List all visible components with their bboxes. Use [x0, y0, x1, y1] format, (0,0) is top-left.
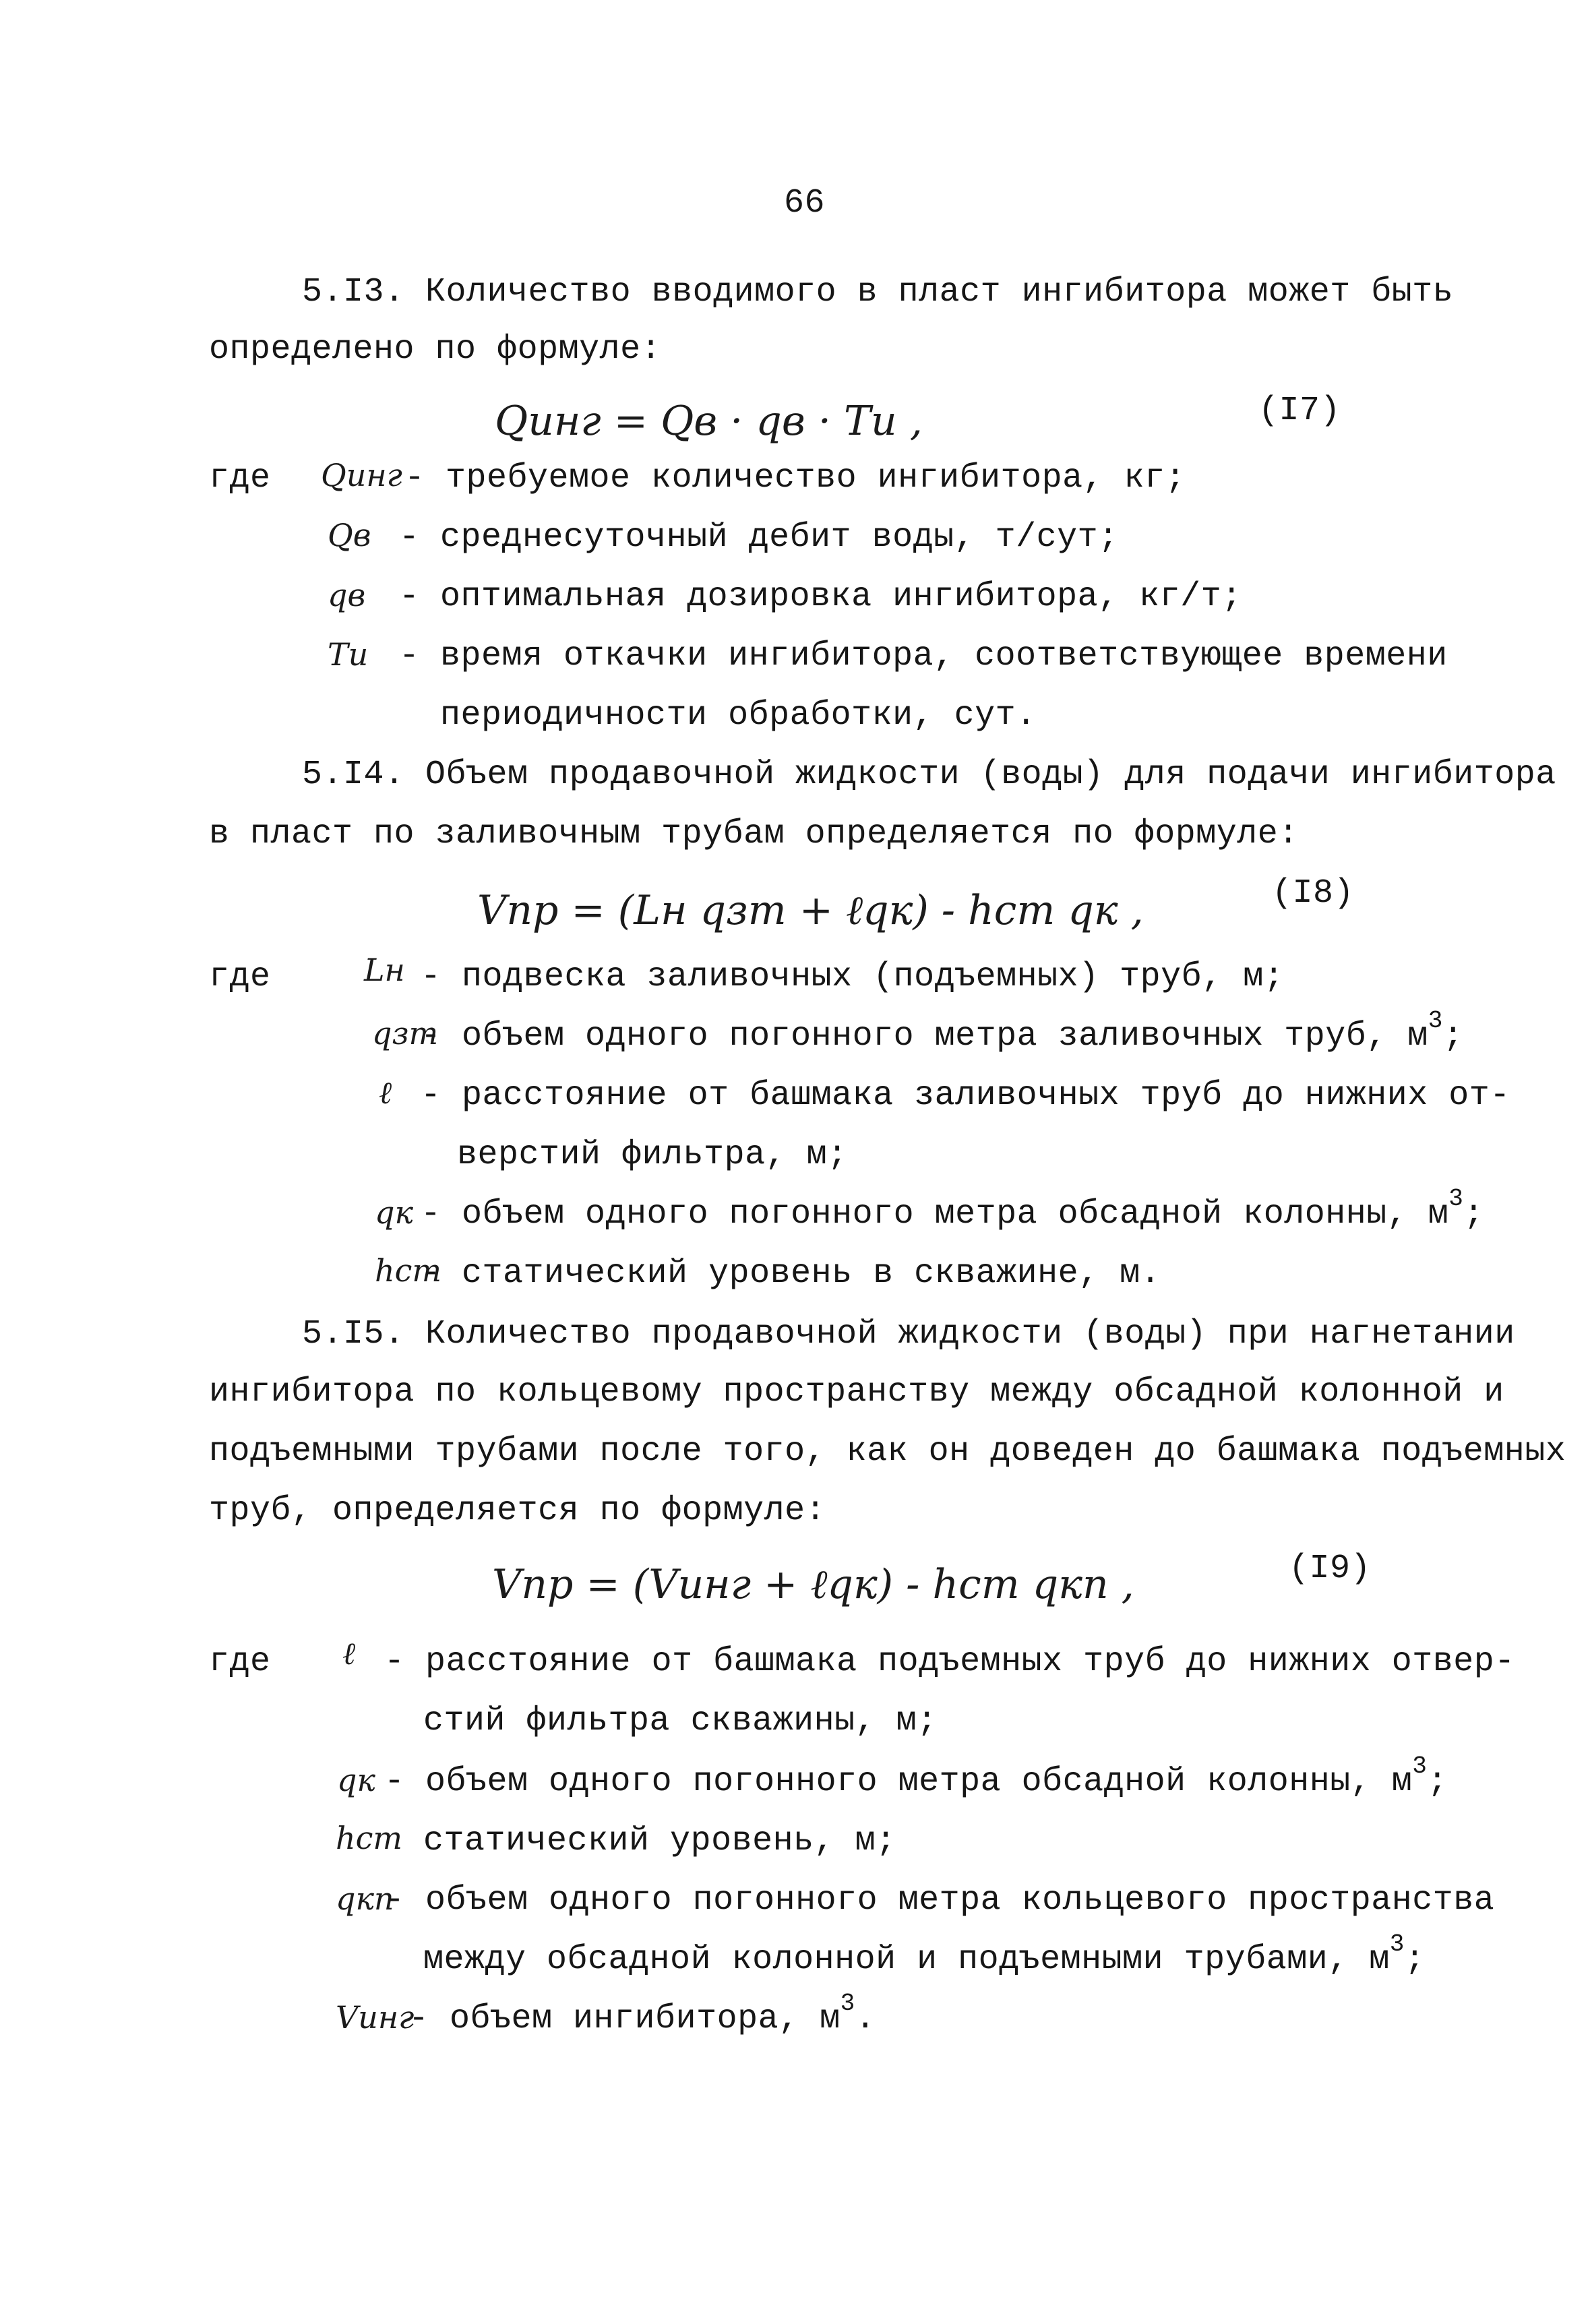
- s515-def3-symbol: hст: [336, 1820, 403, 1856]
- s515-def2-text: - объем одного погонного метра обсадной колонны, $м^3$;: [384, 1752, 1448, 1801]
- s514-line2: в пласт по заливочным трубам определяется по формуле:: [209, 815, 1299, 853]
- s514-def2-text: - расстояние от башмака заливочных труб до нижних от-: [421, 1076, 1510, 1115]
- s515-def0-text: - расстояние от башмака подъемных труб до нижних отвер-: [384, 1643, 1515, 1681]
- s515-def2-symbol: qк: [337, 1762, 375, 1798]
- s513-def0-text: - требуемое количество ингибитора, кг;: [404, 459, 1186, 497]
- page-number: 66: [784, 184, 826, 222]
- s513-def2-text: - оптимальная дозировка ингибитора, кг/т;: [399, 578, 1242, 616]
- s515-formula: Vпр = (Vинг + ℓqк) - hст qкп ,: [492, 1561, 1134, 1608]
- s515-line4: труб, определяется по формуле:: [209, 1492, 826, 1530]
- s515-line1: 5.I5. Количество продавочной жидкости (воды) при нагнетании: [302, 1315, 1515, 1353]
- s513-def3-cont: периодичности обработки, сут.: [440, 696, 1037, 735]
- s515-def3-text: статический уровень, м;: [423, 1822, 896, 1860]
- s514-formula: Vпр = (Lн qзт + ℓqк) - hст qк ,: [477, 887, 1144, 934]
- s513-def1-text: - среднесуточный дебит воды, т/сут;: [399, 518, 1119, 557]
- s514-def4-text: - объем одного погонного метра обсадной колонны, $м^3$;: [421, 1185, 1484, 1233]
- s513-def2-symbol: qв: [328, 577, 366, 613]
- s514-def0-symbol: Lн: [364, 952, 405, 988]
- s515-def4-symbol: qкп: [336, 1880, 394, 1917]
- s515-def4-text: - объем одного погонного метра кольцевого пространства: [384, 1881, 1495, 1920]
- s515-def6-text: - объем ингибитора, $м^3$.: [408, 1990, 876, 2038]
- s514-def5-symbol: hст: [375, 1252, 442, 1289]
- s515-where: где: [209, 1643, 271, 1681]
- s514-def1-symbol: qзт: [372, 1015, 439, 1051]
- s513-formula-number: (I7): [1258, 392, 1341, 430]
- s514-def3-cont: верстий фильтра, м;: [457, 1136, 848, 1174]
- s514-line1: 5.I4. Объем продавочной жидкости (воды) для подачи ингибитора: [302, 756, 1556, 794]
- s513-where: где: [209, 459, 271, 497]
- s513-def3-text: - время откачки ингибитора, соответствующее времени: [399, 637, 1448, 675]
- s515-line2: ингибитора по кольцевому пространству между обсадной колонной и: [209, 1373, 1504, 1411]
- s513-line1: 5.I3. Количество вводимого в пласт ингибитора может быть: [302, 273, 1454, 311]
- s514-def0-text: - подвеска заливочных (подъемных) труб, м;: [421, 958, 1285, 996]
- s513-line2: определено по формуле:: [209, 330, 662, 369]
- s515-def5-cont: между обсадной колонной и подъемными трубами, $м^3$;: [423, 1930, 1426, 1979]
- s515-def1-cont: стий фильтра скважины, м;: [423, 1702, 938, 1740]
- s515-line3: подъемными трубами после того, как он доведен до башмака подъемных: [209, 1432, 1566, 1471]
- s514-formula-number: (I8): [1272, 874, 1355, 913]
- s514-where: где: [209, 958, 271, 996]
- s513-def3-symbol: Tи: [328, 636, 369, 673]
- s513-def1-symbol: Qв: [328, 517, 371, 553]
- s514-def4-symbol: qк: [375, 1194, 413, 1231]
- s515-def6-symbol: Vинг: [336, 1999, 415, 2036]
- s515-formula-number: (I9): [1289, 1550, 1372, 1588]
- s514-def2-symbol: ℓ: [379, 1074, 392, 1111]
- s514-def5-text: - статический уровень в скважине, м.: [421, 1254, 1161, 1293]
- s513-formula: Qинг = Qв · qв · Tи ,: [495, 398, 923, 445]
- s513-def0-symbol: Qинг: [321, 457, 402, 493]
- s514-def1-text: - объем одного погонного метра заливочных труб, $м^3$;: [421, 1007, 1464, 1056]
- s515-def0-symbol: ℓ: [342, 1635, 356, 1672]
